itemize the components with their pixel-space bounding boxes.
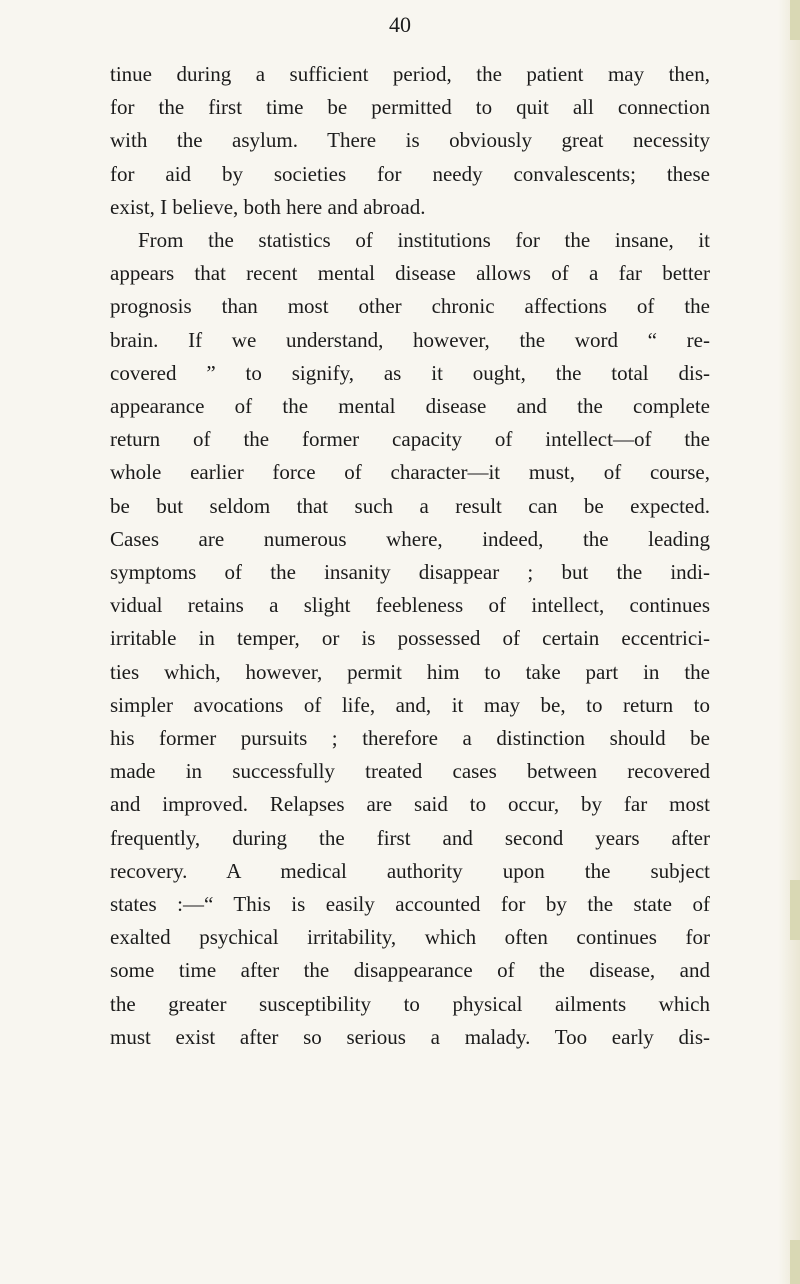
text-line: tinue during a sufficient period, the patient may then, <box>110 62 710 86</box>
text-line: return of the former capacity of intellect—of the <box>110 427 710 452</box>
text-line: symptoms of the insanity disappear ; but the indi- <box>110 560 710 585</box>
text-line: Cases are numerous where, indeed, the leading <box>110 526 710 551</box>
text-line: made in successfully treated cases between recovered <box>110 759 710 784</box>
text-line: prognosis than most other chronic affections of the <box>110 294 710 319</box>
page-edge-mark <box>790 1240 800 1284</box>
text-line: with the asylum. There is obviously great necessity <box>110 128 710 153</box>
text-line: recovery. A medical authority upon the subject <box>110 858 710 883</box>
text-line: for the first time be permitted to quit all connection <box>110 95 710 120</box>
text-line: vidual retains a slight feebleness of intellect, continues <box>110 593 710 618</box>
text-line: brain. If we understand, however, the word “ re- <box>110 327 710 352</box>
text-line: whole earlier force of character—it must, of course, <box>110 460 710 485</box>
page-edge-shadow <box>778 0 800 1284</box>
text-line: states :—“ This is easily accounted for by the state of <box>110 892 710 917</box>
text-line: irritable in temper, or is possessed of certain eccentrici- <box>110 626 710 651</box>
text-line: must exist after so serious a malady. Too early dis- <box>110 1024 710 1049</box>
text-line: the greater susceptibility to physical ailments which <box>110 991 710 1016</box>
body-text <box>110 58 710 1054</box>
text-line: covered ” to signify, as it ought, the total dis- <box>110 360 710 385</box>
text-line: exalted psychical irritability, which often continues for <box>110 925 710 950</box>
text-line: ties which, however, permit him to take part in the <box>110 659 710 684</box>
text-line: exist, I believe, both here and abroad. <box>110 194 426 219</box>
text-line: for aid by societies for needy convalescents; these <box>110 161 710 186</box>
text-line: From the statistics of institutions for the insane, it <box>138 228 710 253</box>
page-edge-mark <box>790 880 800 940</box>
text-line: some time after the disappearance of the disease, and <box>110 958 710 983</box>
text-line: appears that recent mental disease allows of a far better <box>110 261 710 286</box>
text-line: his former pursuits ; therefore a distinction should be <box>110 726 710 751</box>
page-number: 40 <box>389 12 411 37</box>
text-line: appearance of the mental disease and the complete <box>110 394 710 419</box>
text-line: and improved. Relapses are said to occur, by far most <box>110 792 710 817</box>
text-line: be but seldom that such a result can be expected. <box>110 493 710 518</box>
text-line: simpler avocations of life, and, it may be, to return to <box>110 692 710 717</box>
text-line: frequently, during the first and second years after <box>110 825 710 850</box>
